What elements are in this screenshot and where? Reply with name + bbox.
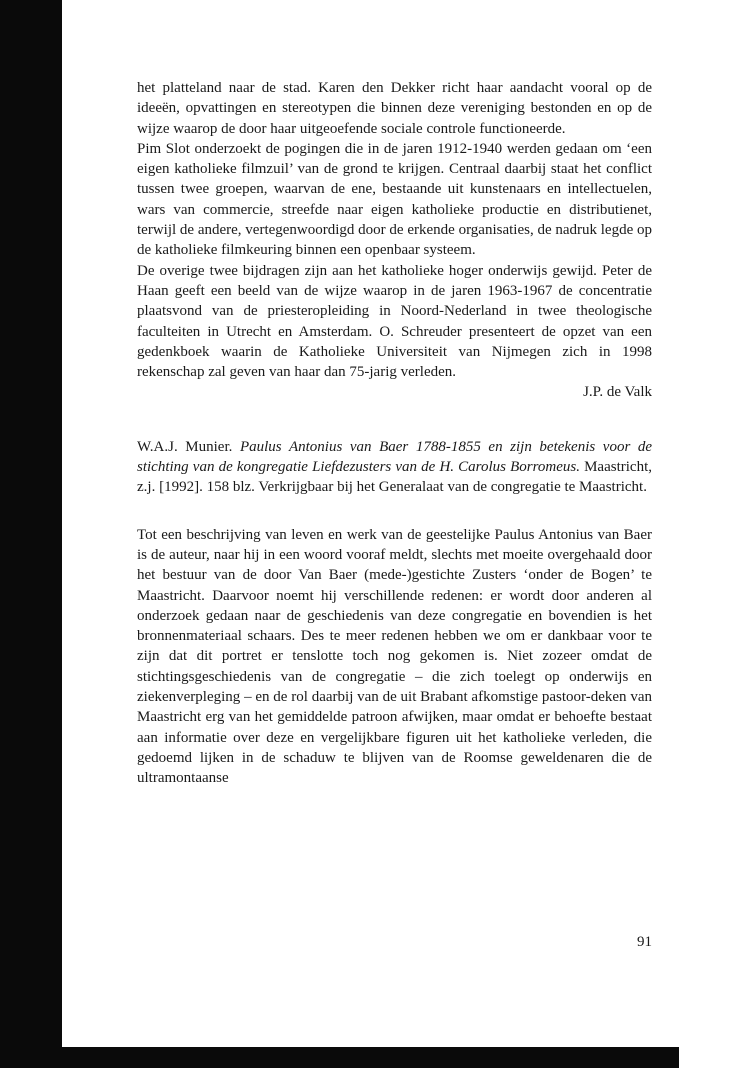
- page-number: 91: [637, 934, 652, 950]
- review-citation: [137, 437, 652, 498]
- review-author: W.A.J. Munier.: [137, 438, 233, 455]
- review-text: [137, 525, 652, 789]
- paragraph-1: het platteland naar de stad. Karen den Dekker richt haar aandacht vooral op de ideeën, opvattingen en stereotypen die binnen deze vereniging bestonden en op de wijze waarop de door haar uitgeoefende sociale controle functioneerde.: [137, 80, 652, 137]
- page-body: [137, 78, 652, 789]
- scan-border-left: [0, 0, 62, 1068]
- review-paragraph: Tot een beschrijving van leven en werk van de geestelijke Paulus Antonius van Baer is de auteur, naar hij in een woord vooraf meldt, slechts met moeite overgehaald door het bestuur van de door Van Baer (mede-)gestichte Zusters ‘onder de Bogen’ te Maastricht. Daarvoor noemt hij verschillende redenen: er wordt door anderen al onderzoek gedaan naar de geschiedenis van deze congregatie en bovendien is het bronnenmateriaal schaars. Des te meer redenen hebben we om er dankbaar voor te zijn dat dit portret er tenslotte toch nog gekomen is. Niet zozeer omdat de stichtingsgeschiedenis van de congregatie – die zich toelegt op onderwijs en ziekenverpleging – en de rol daarbij van de uit Brabant afkomstige pastoor-deken van Maastricht erg van het gemiddelde patroon afwijken, maar omdat er behoefte bestaat aan informatie over deze en vergelijkbare figuren uit het katholieke verleden, die gedoemd lijken in de schaduw te blijven van de Roomse geweldenaren die de ultramontaanse: [137, 526, 652, 787]
- review-signature: J.P. de Valk: [583, 384, 652, 401]
- review-publication-details: Maastricht, z.j. [1992]. 158 blz. Verkrijgbaar bij het Generalaat van de congregatie te Maastricht.: [137, 459, 652, 496]
- paragraph-2: Pim Slot onderzoekt de pogingen die in de jaren 1912-1940 werden gedaan om ‘een eigen katholieke filmzuil’ van de grond te krijgen. Centraal daarbij staat het conflict tussen twee groepen, waarvan de ene, bestaande uit kunstenaars en intellectuelen, wars van commercie, streefde naar eigen katholieke productie en distributienet, terwijl de andere, vertegenwoordigd door de erkende organisaties, de nadruk legde op de katholieke filmkeuring binnen een openbaar systeem.: [137, 140, 652, 259]
- paragraph-3: De overige twee bijdragen zijn aan het katholieke hoger onderwijs gewijd. Peter de Haan geeft een beeld van de wijze waarop in de jaren 1963-1967 de concentratie plaatsvond van de priesteropleiding in Noord-Nederland in twee theologische faculteiten in Utrecht en Amsterdam. O. Schreuder presenteert de opzet van een gedenkboek waarin de Katholieke Universiteit van Nijmegen zich in 1998 rekenschap zal geven van haar dan 75-jarig verleden.: [137, 262, 652, 381]
- review-book-title: Paulus Antonius van Baer 1788-1855 en zijn betekenis voor de stichting van de kongregatie Liefdezusters van de H. Carolus Borromeus.: [137, 438, 653, 476]
- scan-border-bottom: [62, 1047, 679, 1068]
